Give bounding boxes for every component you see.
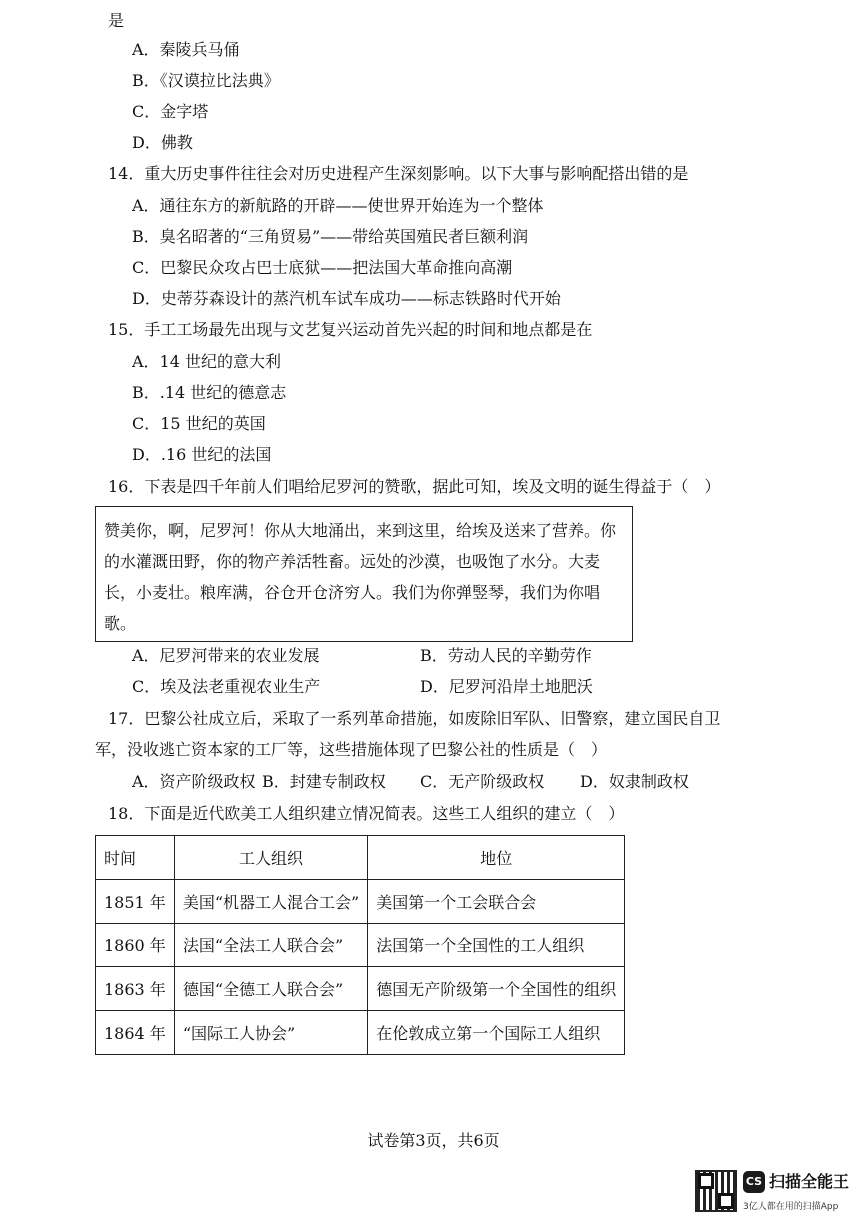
scanner-watermark — [695, 1165, 865, 1225]
q16-hymn-line: 歌。 — [104, 614, 137, 633]
table-cell-time: 1864 年 — [96, 1011, 175, 1055]
table-header-time: 时间 — [96, 836, 175, 880]
q17-option-d: D．奴隶制政权 — [580, 772, 689, 791]
q15-option-b: B．.14 世纪的德意志 — [132, 383, 287, 402]
q16-stem: 16．下表是四千年前人们唱给尼罗河的赞歌，据此可知，埃及文明的诞生得益于（ ） — [108, 477, 721, 496]
table-cell-status: 德国无产阶级第一个全国性的组织 — [368, 967, 625, 1011]
q16-option-d: D．尼罗河沿岸土地肥沃 — [420, 677, 593, 696]
q17-stem-line2: 军，没收逃亡资本家的工厂等，这些措施体现了巴黎公社的性质是（ ） — [95, 740, 608, 759]
q14-option-c: C．巴黎民众攻占巴士底狱——把法国大革命推向高潮 — [132, 258, 513, 277]
table-cell-time: 1860 年 — [96, 923, 175, 967]
q16-hymn-line: 的水灌溉田野，你的物产养活牲畜。远处的沙漠，也吸饱了水分。大麦 — [104, 552, 601, 571]
q17-option-b: B．封建专制政权 — [262, 772, 386, 791]
q13-tail: 是 — [108, 11, 125, 30]
table-row — [96, 1011, 625, 1055]
table-header-organization: 工人组织 — [174, 836, 367, 880]
q18-table — [95, 835, 625, 1055]
table-cell-organization: 美国“机器工人混合工会” — [174, 879, 367, 923]
q15-option-a: A．14 世纪的意大利 — [132, 352, 282, 371]
table-header-row — [96, 836, 625, 880]
table-cell-organization: “国际工人协会” — [174, 1011, 367, 1055]
q16-option-c: C．埃及法老重视农业生产 — [132, 677, 321, 696]
q16-hymn-line: 赞美你，啊，尼罗河！你从大地涌出，来到这里，给埃及送来了营养。你 — [104, 521, 617, 540]
table-cell-status: 在伦敦成立第一个国际工人组织 — [368, 1011, 625, 1055]
table-cell-organization: 法国“全法工人联合会” — [174, 923, 367, 967]
table-header-status: 地位 — [368, 836, 625, 880]
table-cell-time: 1863 年 — [96, 967, 175, 1011]
q14-stem: 14．重大历史事件往往会对历史进程产生深刻影响。以下大事与影响配搭出错的是 — [108, 164, 689, 183]
table-cell-organization: 德国“全德工人联合会” — [174, 967, 367, 1011]
brand-tagline: 3亿人都在用的扫描App — [743, 1202, 839, 1212]
q16-option-a: A．尼罗河带来的农业发展 — [132, 646, 320, 665]
q15-option-d: D．.16 世纪的法国 — [132, 445, 272, 464]
q16-option-b: B．劳动人民的辛勤劳作 — [420, 646, 592, 665]
q16-hymn-box — [95, 506, 633, 642]
q13-option-b: B．《汉谟拉比法典》 — [132, 71, 280, 90]
q15-stem: 15．手工工场最先出现与文艺复兴运动首先兴起的时间和地点都是在 — [108, 320, 593, 339]
q14-option-d: D．史蒂芬森设计的蒸汽机车试车成功——标志铁路时代开始 — [132, 289, 561, 308]
table-cell-status: 法国第一个全国性的工人组织 — [368, 923, 625, 967]
q18-stem: 18．下面是近代欧美工人组织建立情况简表。这些工人组织的建立（ ） — [108, 804, 625, 823]
table-cell-time: 1851 年 — [96, 879, 175, 923]
q17-option-c: C．无产阶级政权 — [420, 772, 545, 791]
q14-option-b: B．臭名昭著的“三角贸易”——带给英国殖民者巨额利润 — [132, 227, 529, 246]
page-footer: 试卷第3页，共6页 — [367, 1131, 500, 1150]
q17-stem-line1: 17．巴黎公社成立后，采取了一系列革命措施，如废除旧军队、旧警察，建立国民自卫 — [108, 709, 721, 728]
table-row — [96, 923, 625, 967]
brand-name: 扫描全能王 — [769, 1172, 850, 1191]
q16-hymn-line: 长，小麦壮。粮库满，谷仓开仓济穷人。我们为你弹竪琴，我们为你唱 — [104, 583, 601, 602]
q13-option-d: D．佛教 — [132, 133, 193, 152]
cs-logo-icon: CS — [743, 1171, 765, 1193]
q17-option-a: A．资产阶级政权 — [132, 772, 256, 791]
qr-code-icon — [695, 1170, 737, 1212]
table-cell-status: 美国第一个工会联合会 — [368, 879, 625, 923]
q15-option-c: C．15 世纪的英国 — [132, 414, 266, 433]
q13-option-a: A．秦陵兵马俑 — [132, 40, 240, 59]
table-row — [96, 879, 625, 923]
q14-option-a: A．通往东方的新航路的开辟——使世界开始连为一个整体 — [132, 196, 544, 215]
table-row — [96, 967, 625, 1011]
q13-option-c: C．金字塔 — [132, 102, 209, 121]
